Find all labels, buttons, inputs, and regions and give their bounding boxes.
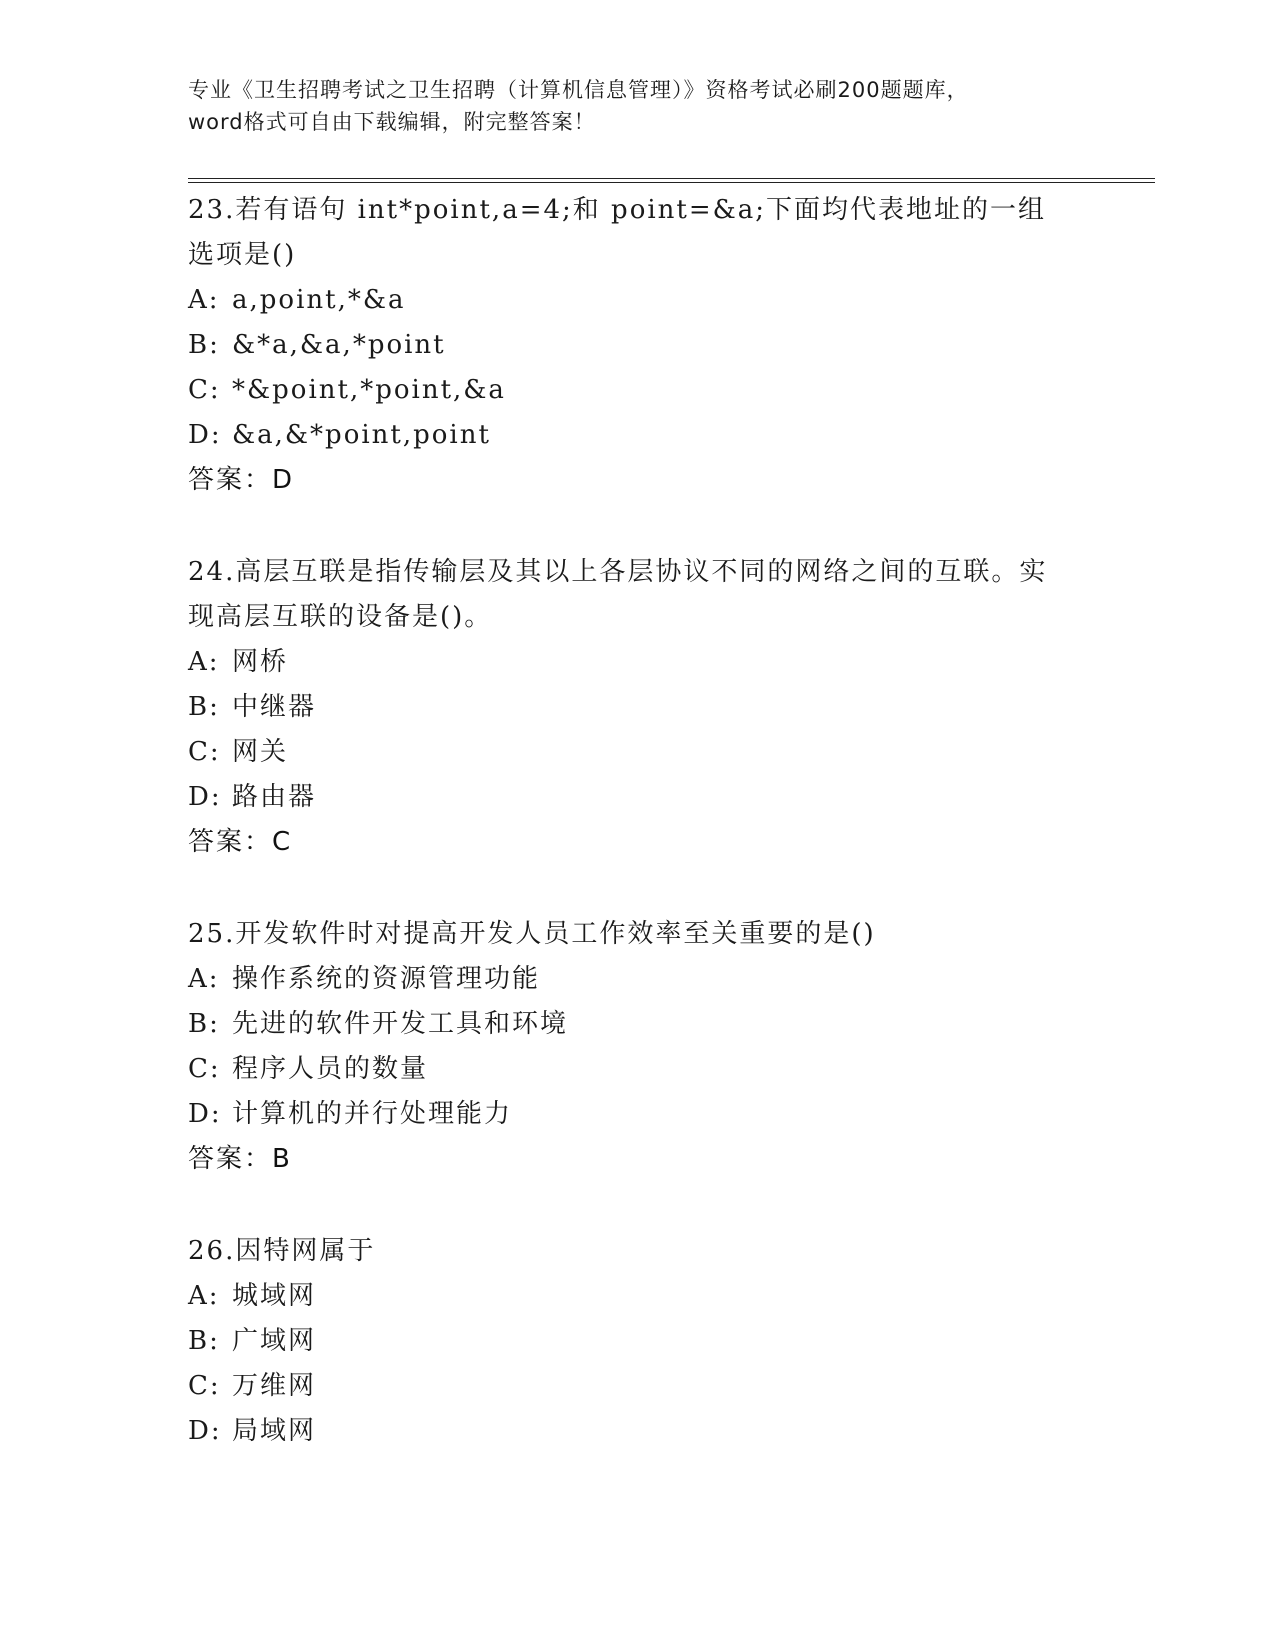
option-key: A: bbox=[188, 285, 220, 315]
question-23 bbox=[188, 188, 1088, 503]
option-text: 局域网 bbox=[232, 1416, 317, 1446]
option-c bbox=[188, 368, 1088, 413]
option-key: B: bbox=[188, 1326, 220, 1356]
question-text: 24.高层互联是指传输层及其以上各层协议不同的网络之间的互联。实现高层互联的设备是()。 bbox=[188, 557, 1048, 632]
option-key: B: bbox=[188, 330, 220, 360]
question-text: 26.因特网属于 bbox=[188, 1236, 376, 1266]
option-key: D: bbox=[188, 782, 222, 812]
option-text: a,point,*&a bbox=[232, 285, 406, 315]
question-24 bbox=[188, 550, 1088, 865]
question-spacer bbox=[188, 865, 1088, 912]
option-key: D: bbox=[188, 420, 222, 450]
header-divider bbox=[188, 178, 1155, 183]
option-a bbox=[188, 1274, 1088, 1319]
header-line-2: word格式可自由下载编辑，附完整答案！ bbox=[188, 110, 596, 134]
question-26 bbox=[188, 1229, 1088, 1454]
answer-label: 答案：C bbox=[188, 827, 293, 857]
option-key: C: bbox=[188, 1054, 221, 1084]
option-a bbox=[188, 957, 1088, 1002]
option-text: 操作系统的资源管理功能 bbox=[232, 964, 541, 994]
option-key: D: bbox=[188, 1416, 222, 1446]
option-d bbox=[188, 1092, 1088, 1137]
option-text: &*a,&a,*point bbox=[232, 330, 446, 360]
option-text: &a,&*point,point bbox=[232, 420, 491, 450]
option-text: *&point,*point,&a bbox=[232, 375, 506, 405]
document-header bbox=[188, 74, 1088, 138]
option-d bbox=[188, 775, 1088, 820]
option-key: A: bbox=[188, 1281, 220, 1311]
option-a bbox=[188, 640, 1088, 685]
option-text: 程序人员的数量 bbox=[232, 1054, 429, 1084]
option-text: 万维网 bbox=[232, 1371, 317, 1401]
option-key: C: bbox=[188, 737, 221, 767]
option-text: 网桥 bbox=[232, 647, 289, 677]
option-key: C: bbox=[188, 375, 221, 405]
option-text: 先进的软件开发工具和环境 bbox=[232, 1009, 569, 1039]
option-b bbox=[188, 1319, 1088, 1364]
option-key: A: bbox=[188, 647, 220, 677]
option-text: 城域网 bbox=[232, 1281, 317, 1311]
option-text: 计算机的并行处理能力 bbox=[232, 1099, 513, 1129]
answer-label: 答案：B bbox=[188, 1144, 292, 1174]
option-text: 路由器 bbox=[232, 782, 317, 812]
option-text: 广域网 bbox=[232, 1326, 317, 1356]
option-c bbox=[188, 1047, 1088, 1092]
option-a bbox=[188, 278, 1088, 323]
option-d bbox=[188, 413, 1088, 458]
question-spacer bbox=[188, 1182, 1088, 1229]
option-text: 网关 bbox=[232, 737, 289, 767]
option-key: D: bbox=[188, 1099, 222, 1129]
option-b bbox=[188, 1002, 1088, 1047]
option-d bbox=[188, 1409, 1088, 1454]
option-key: B: bbox=[188, 1009, 220, 1039]
option-b bbox=[188, 323, 1088, 368]
question-spacer bbox=[188, 503, 1088, 550]
option-key: A: bbox=[188, 964, 220, 994]
question-25 bbox=[188, 912, 1088, 1182]
header-line-1: 专业《卫生招聘考试之卫生招聘（计算机信息管理）》资格考试必刷200题题库， bbox=[188, 78, 969, 102]
option-key: B: bbox=[188, 692, 220, 722]
question-text: 25.开发软件时对提高开发人员工作效率至关重要的是() bbox=[188, 919, 876, 949]
option-c bbox=[188, 1364, 1088, 1409]
option-c bbox=[188, 730, 1088, 775]
question-list bbox=[188, 188, 1088, 1454]
option-key: C: bbox=[188, 1371, 221, 1401]
option-b bbox=[188, 685, 1088, 730]
question-text: 23.若有语句 int*point,a=4;和 point=&a;下面均代表地址的一组选项是() bbox=[188, 195, 1047, 270]
answer-label: 答案：D bbox=[188, 465, 295, 495]
option-text: 中继器 bbox=[232, 692, 317, 722]
